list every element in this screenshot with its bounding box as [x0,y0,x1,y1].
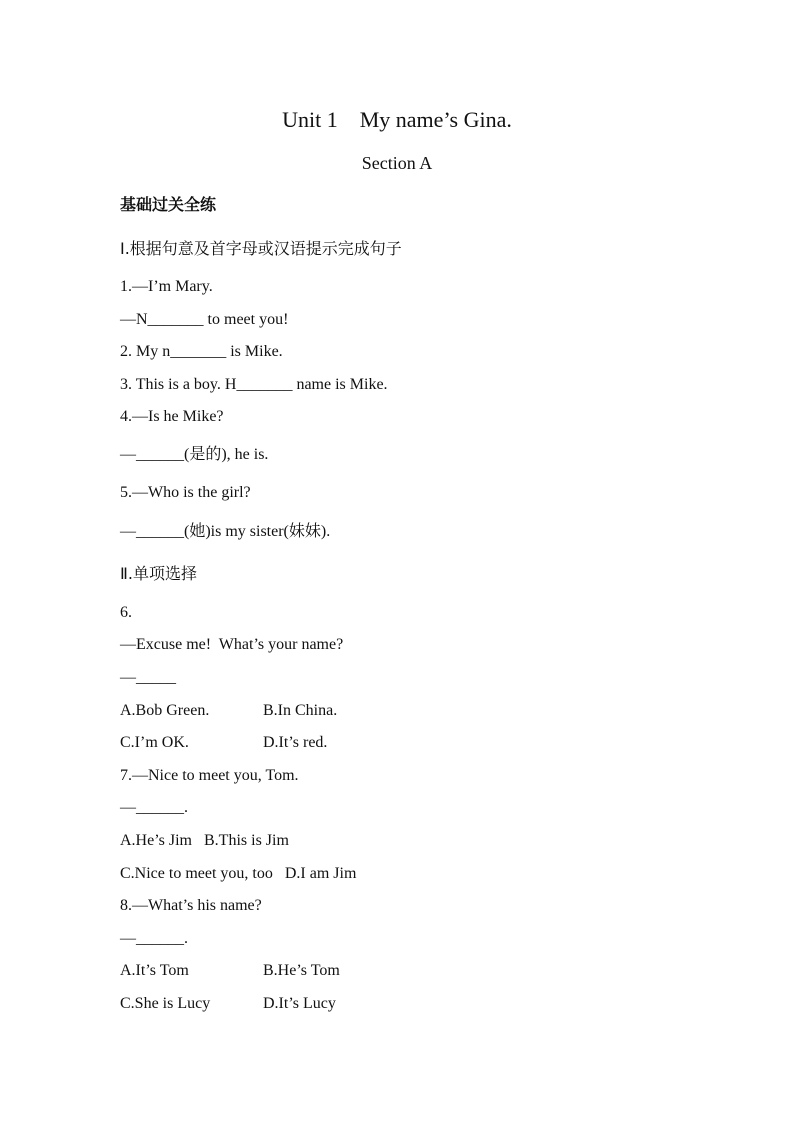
question-8-option-c: C.She is Lucy [120,995,211,1012]
question-6-option-d: D.It’s red. [263,734,328,751]
question-8-prompt: 8.—What’s his name? [120,897,262,914]
question-2: 2. My n_______ is Mike. [120,343,283,360]
section-title: Section A [361,153,433,173]
question-7-prompt: 7.—Nice to meet you, Tom. [120,767,299,784]
question-8-option-b: B.He’s Tom [263,962,340,979]
question-6-answer-blank: —_____ [120,669,176,686]
question-6-option-c: C.I’m OK. [120,734,189,751]
question-4-answer-blank: —______(是的), he is. [120,446,269,463]
question-7-options-cd: C.Nice to meet you, too D.I am Jim [120,865,357,882]
question-8-option-a: A.It’s Tom [120,962,189,979]
question-6-option-a: A.Bob Green. [120,702,210,719]
question-6-number: 6. [120,604,132,621]
question-6-prompt: —Excuse me! What’s your name? [120,636,344,653]
question-6-option-b: B.In China. [263,702,338,719]
question-1-prompt: 1.—I’m Mary. [120,278,213,295]
unit-title: Unit 1 My name’s Gina. [282,107,512,132]
part1-title: Ⅰ.根据句意及首字母或汉语提示完成句子 [120,239,402,258]
question-1-answer-blank: —N_______ to meet you! [120,311,289,328]
question-5-answer-blank: —______(她)is my sister(妹妹). [120,523,331,540]
practice-heading: 基础过关全练 [120,195,217,214]
question-8-answer-blank: —______. [120,930,188,947]
question-7-answer-blank: —______. [120,799,188,816]
part2-title: Ⅱ.单项选择 [120,564,197,583]
question-3: 3. This is a boy. H_______ name is Mike. [120,376,388,393]
question-7-options-ab: A.He’s Jim B.This is Jim [120,832,289,849]
question-8-option-d: D.It’s Lucy [263,995,336,1012]
question-5-prompt: 5.—Who is the girl? [120,484,251,501]
question-4-prompt: 4.—Is he Mike? [120,408,224,425]
